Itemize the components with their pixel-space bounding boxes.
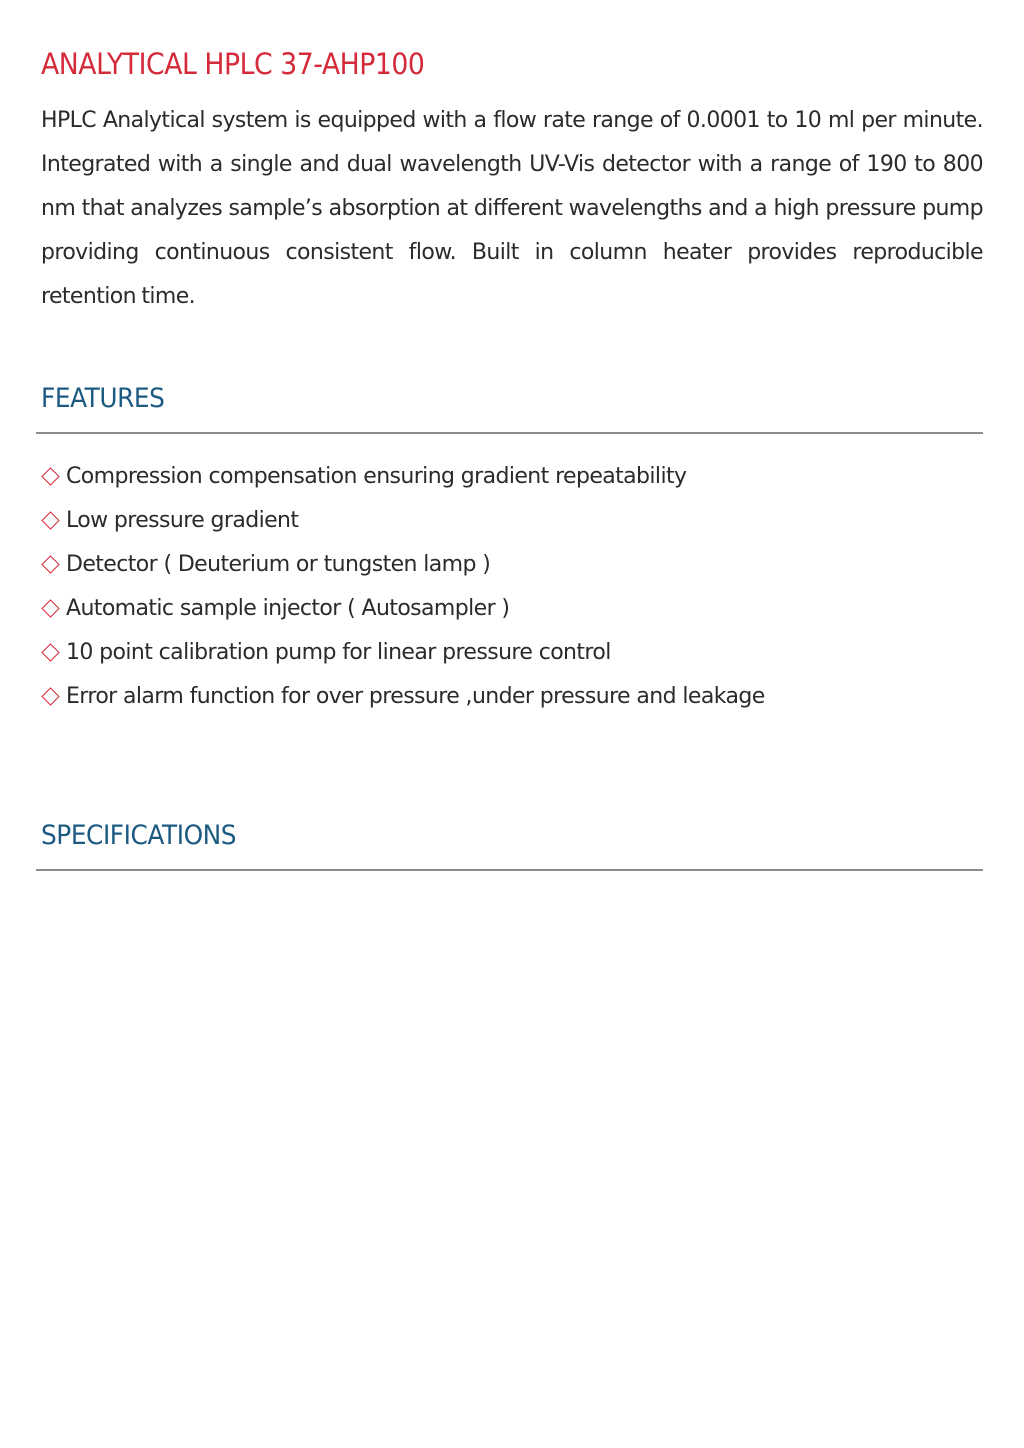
feature-text: Compression compensation ensuring gradient repeatability — [66, 463, 687, 489]
feature-text: Low pressure gradient — [66, 507, 299, 533]
features-divider — [36, 432, 983, 434]
feature-text: Error alarm function for over pressure ,under pressure and leakage — [66, 683, 765, 709]
diamond-outline-icon — [41, 555, 59, 573]
diamond-outline-icon — [41, 643, 59, 661]
diamond-outline-icon — [41, 511, 59, 529]
feature-item — [40, 498, 765, 542]
feature-item — [40, 454, 765, 498]
feature-item — [40, 630, 765, 674]
product-title: ANALYTICAL HPLC 37-AHP100 — [41, 47, 425, 81]
product-description: HPLC Analytical system is equipped with a flow rate range of 0.0001 to 10 ml per minute. Integrated with a single and dual wavelength UV-Vis detector with a range of 190 to 800 nm that analyzes sample’s absorption at different wavelengths and a high pressure pump providing continuous consistent flow. Built in column heater provides reproducible retention time. — [41, 108, 983, 309]
feature-item — [40, 674, 765, 718]
diamond-outline-icon — [41, 467, 59, 485]
specifications-divider — [36, 869, 983, 871]
feature-text: 10 point calibration pump for linear pressure control — [66, 639, 611, 665]
specifications-heading: SPECIFICATIONS — [41, 820, 237, 851]
feature-item — [40, 542, 765, 586]
feature-item — [40, 586, 765, 630]
features-list — [40, 454, 765, 718]
diamond-outline-icon — [41, 599, 59, 617]
features-heading: FEATURES — [41, 383, 165, 414]
feature-text: Automatic sample injector ( Autosampler ) — [66, 595, 510, 621]
feature-text: Detector ( Deuterium or tungsten lamp ) — [66, 551, 491, 577]
diamond-outline-icon — [41, 687, 59, 705]
